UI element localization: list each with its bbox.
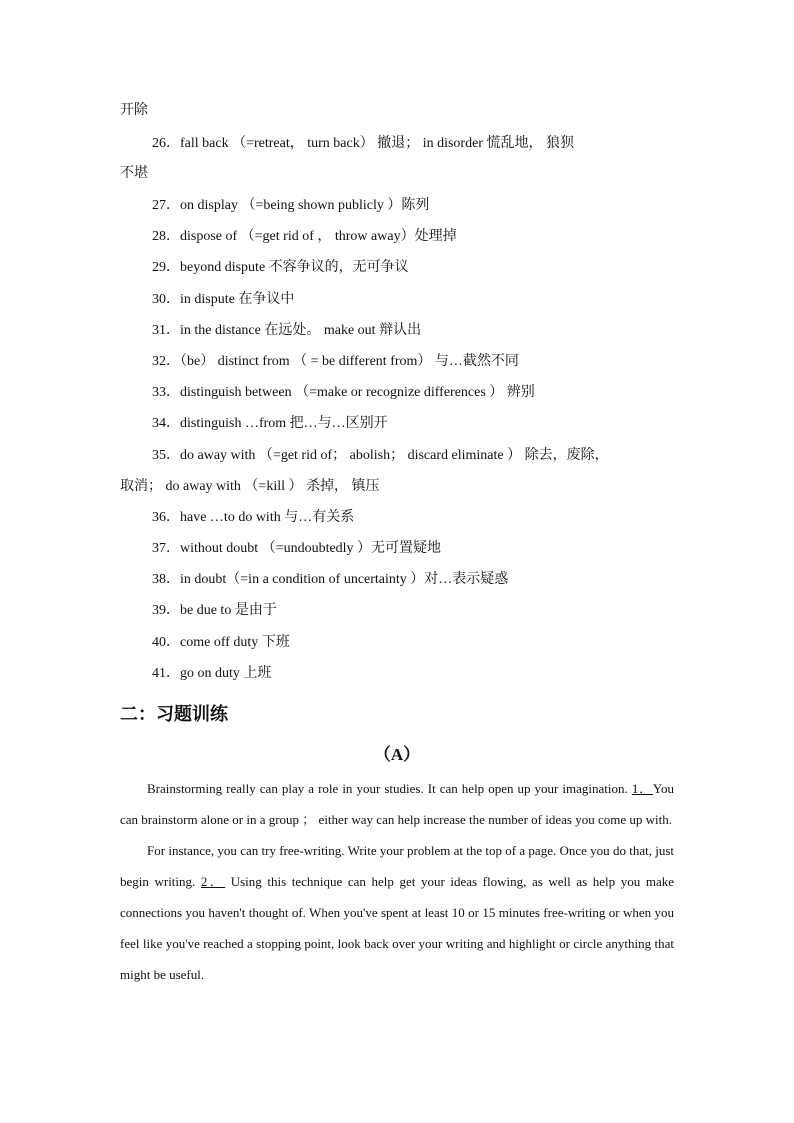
section-heading: 二：习题训练 [120, 704, 228, 725]
item-40: 40．come off duty 下班 [152, 635, 290, 650]
passage-title: （A） [373, 745, 421, 764]
item-29: 29．beyond dispute 不容争议的，无可争议 [152, 260, 409, 275]
item-28: 28．dispose of （=get rid of ， throw away）处理掉 [152, 229, 457, 244]
paragraph-2-text: For instance, you can try free-writing. Write your problem at the top of a page. Once you do that, just begin writing. [120, 843, 674, 889]
item-37: 37．without doubt （=undoubtedly ）无可置疑地 [152, 541, 442, 556]
item-32: 32．（be） distinct from （ = be different from） 与…截然不同 [152, 354, 519, 369]
item-26-cont: 不堪 [120, 166, 148, 181]
line-kaichu: 开除 [120, 103, 148, 118]
item-41: 41．go on duty 上班 [152, 666, 272, 681]
passage-body [120, 773, 674, 990]
paragraph-1-text: Brainstorming really can play a role in your studies. It can help open up your imagination. [147, 781, 632, 796]
item-26: 26．fall back （=retreat， turn back） 撤退； in disorder 慌乱地， 狼狈 [152, 136, 574, 151]
paragraph-2 [120, 835, 674, 990]
item-38: 38．in doubt（=in a condition of uncertainty ）对…表示疑惑 [152, 572, 509, 587]
paragraph-1 [120, 773, 674, 835]
paragraph-2-rest: Using this technique can help get your ideas flowing, as well as help you make connections you haven't thought of. When you've spent at least 10 or 15 minutes free-writing or when you feel like you've reached a stopping point, look back over your writing and highlight or circle anything that might be useful. [120, 874, 675, 982]
item-30: 30．in dispute 在争议中 [152, 292, 295, 307]
item-27: 27．on display （=being shown publicly ）陈列 [152, 198, 430, 213]
item-34: 34．distinguish …from 把…与…区别开 [152, 416, 388, 431]
item-31: 31．in the distance 在远处。 make out 辩认出 [152, 323, 422, 338]
paragraph-1-rest: You can brainstorm alone or in a group ； either way can help increase the number of ideas you come up with. [120, 781, 674, 827]
item-36: 36．have …to do with 与…有关系 [152, 510, 355, 525]
item-35: 35．do away with （=get rid of； abolish； discard eliminate ） 除去，废除， [152, 448, 609, 463]
item-35-cont: 取消； do away with （=kill ） 杀掉， 镇压 [120, 479, 380, 494]
item-33: 33．distinguish between （=make or recognize differences ） 辨别 [152, 385, 535, 400]
item-39: 39．be due to 是由于 [152, 603, 277, 618]
blank-1: 1． [631, 781, 653, 796]
blank-2: 2． [200, 874, 226, 889]
